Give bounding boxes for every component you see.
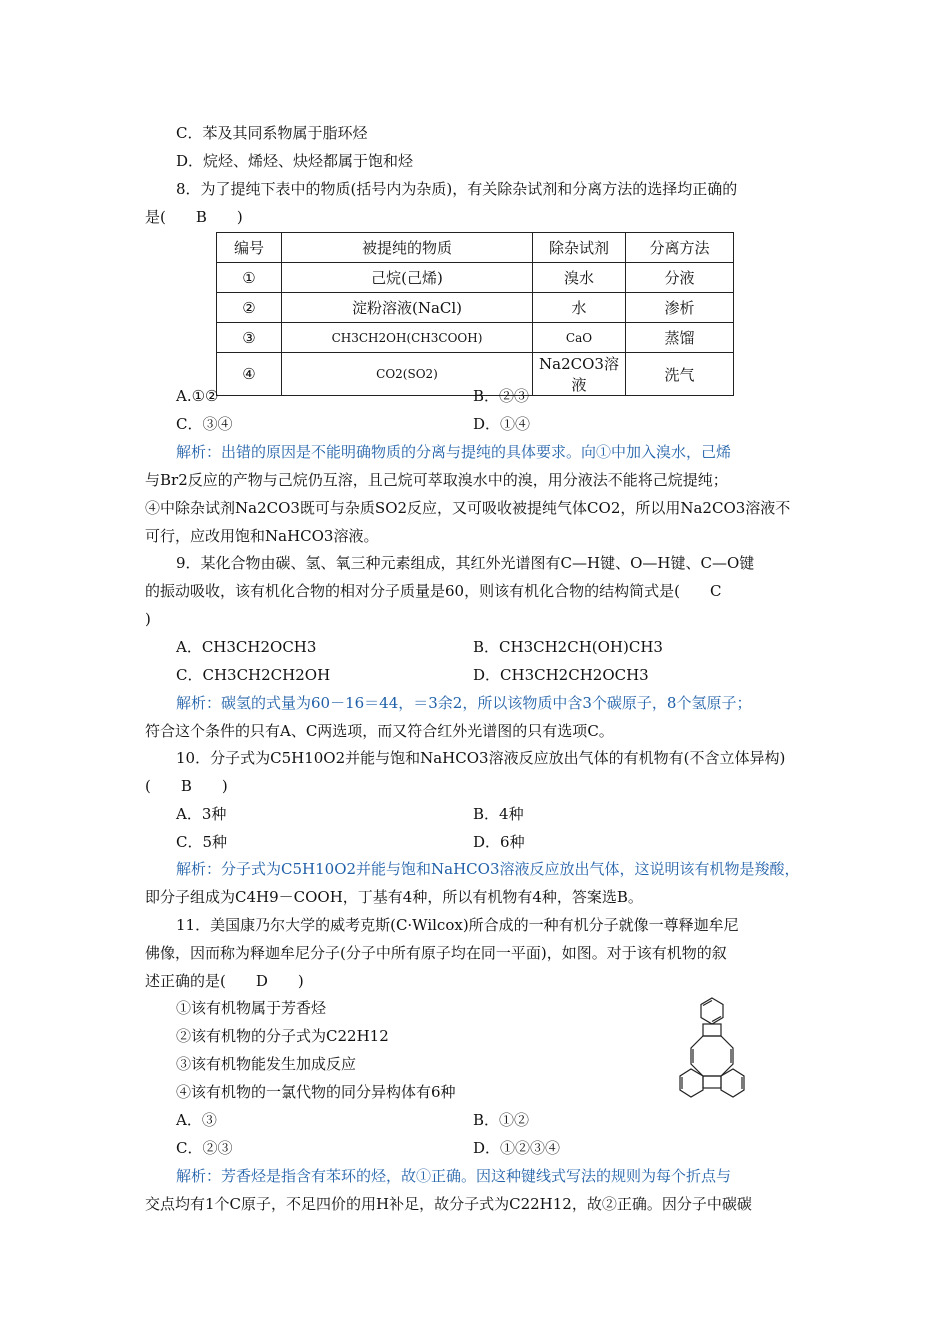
table-cell: 溴水 xyxy=(533,263,626,293)
q11-option-c: C．②③ xyxy=(176,1139,233,1157)
header-cell: 分离方法 xyxy=(626,233,734,263)
q11-item-2: ②该有机物的分子式为C22H12 xyxy=(176,1027,389,1045)
q9-explanation-line2: 符合这个条件的只有A、C两选项，而又符合红外光谱图的只有选项C。 xyxy=(145,722,614,740)
table-cell: CH3CH2OH(CH3COOH) xyxy=(282,323,533,353)
table-cell: 蒸馏 xyxy=(626,323,734,353)
table-cell: ④ xyxy=(217,353,282,396)
q10-option-a: A．3种 xyxy=(176,805,227,823)
q11-item-4: ④该有机物的一氯代物的同分异构体有6种 xyxy=(176,1083,456,1101)
q11-item-3: ③该有机物能发生加成反应 xyxy=(176,1055,357,1073)
table-cell: 淀粉溶液(NaCl) xyxy=(282,293,533,323)
q11-option-b: B．①② xyxy=(473,1111,530,1129)
q8-explanation-line1: 解析：出错的原因是不能明确物质的分离与提纯的具体要求。向①中加入溴水，己烯 xyxy=(176,443,732,461)
q10-explanation-line2: 即分子组成为C4H9－COOH，丁基有4种，所以有机物有4种，答案选B。 xyxy=(145,888,643,906)
table-cell: Na2CO3溶液 xyxy=(533,353,626,396)
q9-option-b: B．CH3CH2CH(OH)CH3 xyxy=(473,638,663,656)
table-cell: ③ xyxy=(217,323,282,353)
q10-explanation-line1: 解析：分子式为C5H10O2并能与饱和NaHCO3溶液反应放出气体，这说明该有机物是羧酸， xyxy=(176,860,800,878)
table-cell: ② xyxy=(217,293,282,323)
table-cell: CaO xyxy=(533,323,626,353)
molecule-structure-figure xyxy=(672,996,752,1106)
q8-explanation-line3: ④中除杂试剂Na2CO3既可与杂质SO2反应，又可吸收被提纯气体CO2，所以用Na2CO3溶液不 xyxy=(145,499,791,517)
q8-option-d: D．①④ xyxy=(473,415,531,433)
q10-stem-line1: 10．分子式为C5H10O2并能与饱和NaHCO3溶液反应放出气体的有机物有(不含立体异构) xyxy=(176,749,786,767)
table-cell: 己烷(己烯) xyxy=(282,263,533,293)
table-row xyxy=(217,323,734,353)
q11-option-d: D．①②③④ xyxy=(473,1139,561,1157)
q10-option-d: D．6种 xyxy=(473,833,525,851)
table-cell: ① xyxy=(217,263,282,293)
q8-stem-line1: 8．为了提纯下表中的物质(括号内为杂质)，有关除杂试剂和分离方法的选择均正确的 xyxy=(176,180,738,198)
q7-option-d: D．烷烃、烯烃、炔烃都属于饱和烃 xyxy=(176,152,414,170)
q11-explanation-line1: 解析：芳香烃是指含有苯环的烃，故①正确。因这种键线式写法的规则为每个折点与 xyxy=(176,1167,732,1185)
q11-option-a: A．③ xyxy=(176,1111,217,1129)
q11-stem-line3: 述正确的是( D ) xyxy=(145,972,304,990)
header-cell: 除杂试剂 xyxy=(533,233,626,263)
table-row xyxy=(217,263,734,293)
q8-table xyxy=(216,232,734,396)
table-cell: 分液 xyxy=(626,263,734,293)
q10-option-b: B．4种 xyxy=(473,805,524,823)
table-cell: 洗气 xyxy=(626,353,734,396)
q11-stem-line2: 佛像，因而称为释迦牟尼分子(分子中所有原子均在同一平面)，如图。对于该有机物的叙 xyxy=(145,944,727,962)
table-header-row xyxy=(217,233,734,263)
table-row xyxy=(217,293,734,323)
q8-option-a: A.①② xyxy=(176,387,219,405)
q9-option-d: D．CH3CH2CH2OCH3 xyxy=(473,666,649,684)
q8-stem-line2: 是( B ) xyxy=(145,208,243,226)
q9-option-a: A．CH3CH2OCH3 xyxy=(176,638,317,656)
q10-stem-line2: ( B ) xyxy=(145,777,228,795)
q8-option-c: C．③④ xyxy=(176,415,233,433)
q9-option-c: C．CH3CH2CH2OH xyxy=(176,666,331,684)
q8-explanation-line2: 与Br2反应的产物与己烷仍互溶，且己烷可萃取溴水中的溴，用分液法不能将己烷提纯； xyxy=(145,471,728,489)
q10-option-c: C．5种 xyxy=(176,833,228,851)
table-cell: 水 xyxy=(533,293,626,323)
q9-stem-line3: ) xyxy=(145,610,151,628)
q7-option-c: C．苯及其同系物属于脂环烃 xyxy=(176,124,368,142)
q8-explanation-line4: 可行，应改用饱和NaHCO3溶液。 xyxy=(145,527,379,545)
q9-stem-line1: 9．某化合物由碳、氢、氧三种元素组成，其红外光谱图有C—H键、O—H键、C—O键 xyxy=(176,554,755,572)
q11-item-1: ①该有机物属于芳香烃 xyxy=(176,999,327,1017)
header-cell: 被提纯的物质 xyxy=(282,233,533,263)
q11-explanation-line2: 交点均有1个C原子，不足四价的用H补足，故分子式为C22H12，故②正确。因分子中碳碳 xyxy=(145,1195,752,1213)
q8-option-b: B．②③ xyxy=(473,387,530,405)
table-cell: 渗析 xyxy=(626,293,734,323)
table-cell: CO2(SO2) xyxy=(282,353,533,396)
q9-explanation-line1: 解析：碳氢的式量为60－16＝44，＝3余2，所以该物质中含3个碳原子，8个氢原子； xyxy=(176,694,752,712)
q9-stem-line2: 的振动吸收，该有机化合物的相对分子质量是60，则该有机化合物的结构简式是( C xyxy=(145,582,722,600)
header-cell: 编号 xyxy=(217,233,282,263)
q11-stem-line1: 11．美国康乃尔大学的威考克斯(C·Wilcox)所合成的一种有机分子就像一尊释迦牟尼 xyxy=(176,916,739,934)
